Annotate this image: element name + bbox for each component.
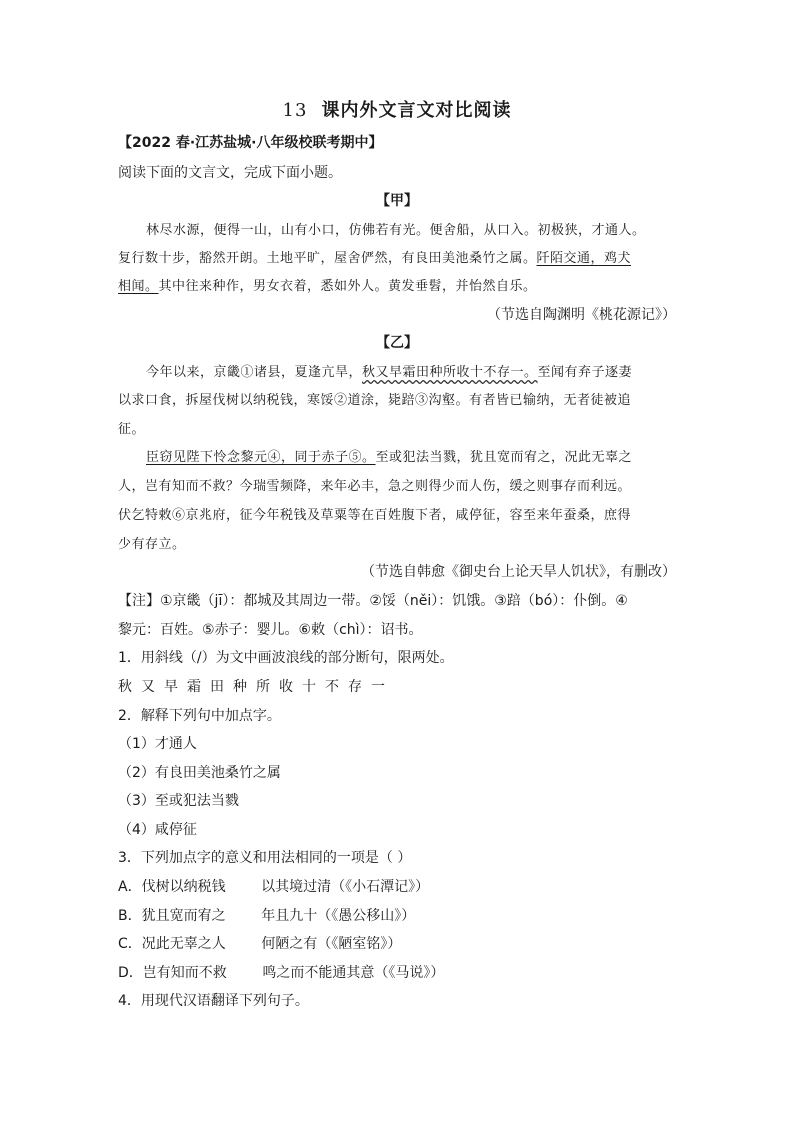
question-2: 2．解释下列句中加点字。: [118, 708, 281, 724]
title-number: 13: [282, 100, 308, 121]
source-tag: 【2022 春·江苏盐城·八年级校联考期中】: [118, 135, 383, 151]
question-3-option-d: D．岂有知而不救 鸣之而不能通其意（《马说》）: [118, 965, 445, 981]
yi-line-4-text: 至或犯法当戮，犹且宽而宥之，况此无辜之: [375, 450, 633, 465]
yi-underlined-sentence: 臣窃见陛下怜念黎元④，同于赤子⑤。: [146, 450, 376, 465]
jia-line-2: [118, 247, 676, 266]
yi-line-5: 人，岂有知而不救？今瑞雪频降，来年必丰，急之则得少而人伤，缓之则事存而利远。: [118, 479, 632, 494]
yi-line-1-text: 今年以来，京畿①诸县，夏逢亢旱，: [146, 365, 363, 380]
notes-line-1: 【注】①京畿（jī）：都城及其周边一带。②馁（něi）：饥饿。③踣（bó）：仆倒。④: [118, 593, 628, 609]
question-1: 1．用斜线（/）为文中画波浪线的部分断句，限两处。: [118, 650, 454, 666]
question-2-item: （3）至或犯法当戮: [118, 793, 239, 809]
question-3-option-c: C．况此无辜之人 何陋之有（《陋室铭》）: [118, 936, 402, 952]
question-3-option-b: B．犹且宽而宥之 年且九十（《愚公移山》）: [118, 908, 416, 924]
jia-citation: （节选自陶渊明《桃花源记》）: [487, 307, 676, 323]
notes-line-2: 黎元：百姓。⑤赤子：婴儿。⑥敕（chì）：诏书。: [118, 622, 423, 638]
yi-line-1-end: 至闻有弃子逐妻: [537, 365, 633, 380]
yi-line-1: [146, 361, 676, 380]
section-yi-heading: 【乙】: [376, 335, 418, 351]
question-3-option-a: A．伐树以纳税钱 以其境过清（《小石潭记》）: [118, 879, 430, 895]
question-4: 4．用现代汉语翻译下列句子。: [118, 993, 309, 1009]
yi-line-6: 伏乞特敕⑥京兆府，征今年税钱及草粟等在百姓腹下者，咸停征，容至来年蚕桑，庶得: [118, 508, 632, 523]
question-1-text: 秋又早霜田种所收十不存一: [118, 679, 394, 695]
title-text: 课内外文言文对比阅读: [321, 100, 512, 121]
jia-underlined-2: 相闻。: [118, 279, 159, 294]
jia-line-2-text: 复行数十步，豁然开朗。土地平旷，屋舍俨然，有良田美池桑竹之属。: [118, 251, 537, 266]
yi-line-7: 少有存立。: [118, 537, 186, 552]
section-jia-heading: 【甲】: [376, 193, 418, 209]
question-2-item: （2）有良田美池桑竹之属: [118, 765, 281, 781]
question-2-item: （4）咸停征: [118, 822, 197, 838]
yi-citation: （节选自韩愈《御史台上论天旱人饥状》，有删改）: [361, 564, 676, 580]
yi-line-3: 征。: [118, 422, 146, 437]
jia-line-3: [118, 275, 676, 294]
question-2-item: （1）才通人: [118, 736, 197, 752]
jia-line-3-text: 其中往来种作，男女衣着，悉如外人。黄发垂髫，并怡然自乐。: [158, 279, 537, 294]
yi-line-4: [146, 446, 676, 465]
yi-line-2: 以求口食，拆屋伐树以纳税钱，寒馁②道涂，毙踣③沟壑。有者皆已输纳，无者徒被追: [118, 393, 632, 408]
jia-underlined-1: 阡陌交通，鸡犬: [536, 251, 632, 266]
question-3: 3．下列加点字的意义和用法相同的一项是（ ）: [118, 850, 412, 866]
jia-line-1: 林尽水源，便得一山，山有小口，仿佛若有光。便舍船，从口入。初极狭，才通人。: [146, 223, 646, 238]
yi-wavy-sentence: 秋又早霜田种所收十不存一。: [362, 365, 538, 380]
page-title: [0, 96, 794, 122]
instruction: 阅读下面的文言文，完成下面小题。: [118, 165, 342, 181]
